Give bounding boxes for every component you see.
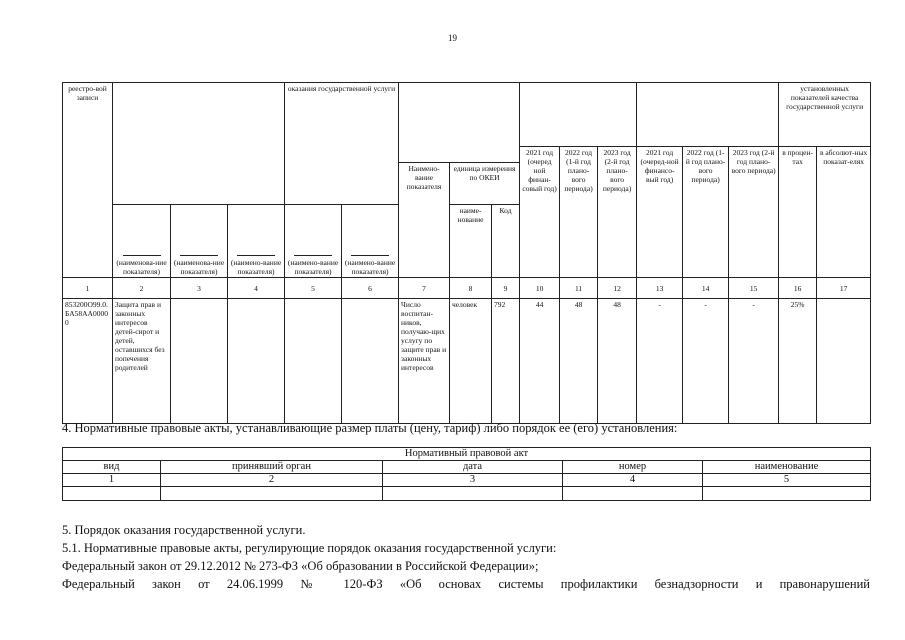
- deviation-percent-cell: 25%: [779, 299, 817, 424]
- sub-label-3: (наименова-ние показателя): [171, 205, 228, 278]
- unit-code-cell: 792: [492, 299, 520, 424]
- column-number: 1: [63, 474, 161, 487]
- column-number: 5: [703, 474, 871, 487]
- col-number: 5: [285, 278, 342, 299]
- header-indicator-name: Наимено-вание показателя: [399, 163, 450, 278]
- empty-cell: [171, 299, 228, 424]
- empty-cell: [285, 299, 342, 424]
- col-number: 7: [399, 278, 450, 299]
- col-number: 14: [683, 278, 729, 299]
- column-number: 4: [563, 474, 703, 487]
- fin-2022-cell: -: [683, 299, 729, 424]
- deviation-absolute-cell: [817, 299, 871, 424]
- empty-cell: [383, 487, 563, 501]
- year-col-13: 2021 год (очеред-ной финансо-вый год): [637, 147, 683, 278]
- year-col-11: 2022 год (1-й год плано-вого периода): [560, 147, 598, 278]
- year-col-10: 2021 год (очеред ной финан-совый год): [520, 147, 560, 278]
- header-unit-code: Код: [492, 205, 520, 278]
- column-header: дата: [383, 461, 563, 474]
- sub-label-2: (наименова-ние показателя): [113, 205, 171, 278]
- empty-cell: [63, 487, 161, 501]
- empty-cell: [161, 487, 383, 501]
- section-4-heading: 4. Нормативные правовые акты, устанавливающие размер платы (цену, тариф) либо порядок ее (его) установления:: [62, 421, 678, 435]
- column-header: номер: [563, 461, 703, 474]
- column-number: 3: [383, 474, 563, 487]
- underline: [180, 255, 218, 256]
- col-number: 12: [598, 278, 637, 299]
- fin-2021-cell: -: [637, 299, 683, 424]
- value-2023-cell: 48: [598, 299, 637, 424]
- empty-cell: [342, 299, 399, 424]
- column-number: 2: [161, 474, 383, 487]
- underline: [237, 255, 275, 256]
- col-number: 8: [450, 278, 492, 299]
- underline: [351, 255, 389, 256]
- content-cell: Защита прав и законных интересов детей-сирот и детей, оставшихся без попечения родителей: [113, 299, 171, 424]
- col-number: 9: [492, 278, 520, 299]
- indicator-name-cell: Число воспитан-ников, получаю-щих услугу по защите прав и законных интересов: [399, 299, 450, 424]
- law-reference-2: Федеральный закон от 24.06.1999 № 120-ФЗ «Об основах системы профилактики безнадзорности и правонарушений: [62, 577, 870, 591]
- header-content-blank: [113, 83, 285, 205]
- header-quality-deviation: установленных показателей качества государственной услуги: [779, 83, 871, 147]
- column-numbers-row: [63, 278, 871, 299]
- value-2022-cell: 48: [560, 299, 598, 424]
- header-values-blank-1: [520, 83, 637, 147]
- law-reference-1: Федеральный закон от 29.12.2012 № 273-ФЗ «Об образовании в Российской Федерации»;: [62, 559, 539, 573]
- col-number: 6: [342, 278, 399, 299]
- col-number: 4: [228, 278, 285, 299]
- col-number: 16: [779, 278, 817, 299]
- header-registry-number: реестро-вой записи: [63, 83, 113, 278]
- year-col-15: 2023 год (2-й год плано-вого периода): [729, 147, 779, 278]
- year-col-12: 2023 год (2-й год плано-вого периода): [598, 147, 637, 278]
- empty-cell: [563, 487, 703, 501]
- col-number: 15: [729, 278, 779, 299]
- value-2021-cell: 44: [520, 299, 560, 424]
- empty-cell: [703, 487, 871, 501]
- section-5-1-heading: 5.1. Нормативные правовые акты, регулирующие порядок оказания государственной услуги:: [62, 541, 557, 555]
- col-number: 17: [817, 278, 871, 299]
- underline: [123, 255, 161, 256]
- col-number: 2: [113, 278, 171, 299]
- section-5-heading: 5. Порядок оказания государственной услуги.: [62, 523, 306, 537]
- col-number: 13: [637, 278, 683, 299]
- column-header: наименование: [703, 461, 871, 474]
- header-indicator-blank: [399, 83, 520, 163]
- sub-label-5: (наимено-вание показателя): [285, 205, 342, 278]
- header-unit-name: наиме-нование: [450, 205, 492, 278]
- table-row: [63, 299, 871, 424]
- col-number: 10: [520, 278, 560, 299]
- sub-label-4: (наимено-вание показателя): [228, 205, 285, 278]
- quality-indicators-table: [62, 82, 871, 424]
- registry-number-cell: 853200О99.0.БА58АА00000: [63, 299, 113, 424]
- header-values-blank-2: [637, 83, 779, 147]
- year-col-14: 2022 год (1-й год плано-вого периода): [683, 147, 729, 278]
- header-unit: единица измерения по ОКЕИ: [450, 163, 520, 205]
- col-number: 1: [63, 278, 113, 299]
- header-service-conditions: оказания государственной услуги: [285, 83, 399, 205]
- fin-2023-cell: -: [729, 299, 779, 424]
- header-absolute: в абсолют-ных показат-елях: [817, 147, 871, 278]
- empty-cell: [228, 299, 285, 424]
- column-header: вид: [63, 461, 161, 474]
- column-header: принявший орган: [161, 461, 383, 474]
- col-number: 11: [560, 278, 598, 299]
- col-number: 3: [171, 278, 228, 299]
- header-percent: в процен-тах: [779, 147, 817, 278]
- unit-name-cell: человек: [450, 299, 492, 424]
- underline: [294, 255, 332, 256]
- normative-act-table: [62, 447, 871, 501]
- page-number: 19: [448, 33, 457, 43]
- sub-label-6: (наимено-вание показателя): [342, 205, 399, 278]
- normative-act-header: Нормативный правовой акт: [63, 448, 871, 461]
